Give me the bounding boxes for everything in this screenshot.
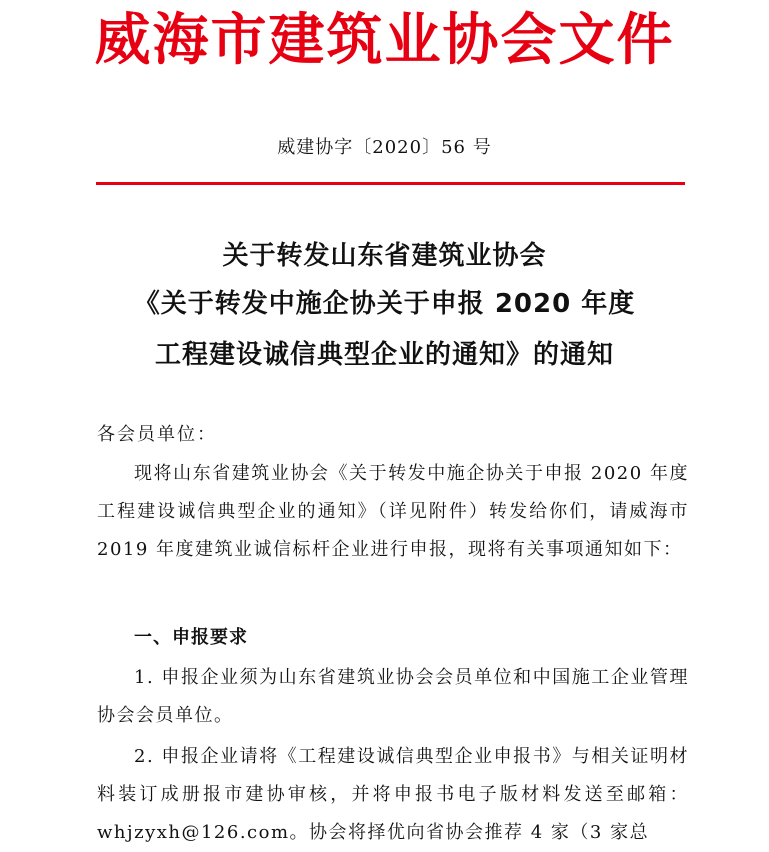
requirement-item-1: 1. 申报企业须为山东省建筑业协会会员单位和中国施工企业管理协会会员单位。 <box>97 667 689 726</box>
document-number: 威建协字〔2020〕56 号 <box>277 137 492 158</box>
requirement-item-2: 2. 申报企业请将《工程建设诚信典型企业申报书》与相关证明材料装订成册报市建协审核，并将申报书电子版材料发送至邮箱：whjzyxh@126.com。协会将择优向省协会推荐 4 家（3 家总 <box>97 746 689 843</box>
section-heading-requirements: 一、申报要求 <box>134 627 248 648</box>
title-line-3: 工程建设诚信典型企业的通知》的通知 <box>154 340 614 370</box>
title-line-2: 《关于转发中施企协关于申报 2020 年度 <box>133 289 636 319</box>
red-divider-line <box>96 182 685 185</box>
title-line-1: 关于转发山东省建筑业协会 <box>222 241 547 271</box>
salutation: 各会员单位： <box>97 424 217 445</box>
document-masthead: 威海市建筑业协会文件 <box>94 7 675 73</box>
intro-paragraph: 现将山东省建筑业协会《关于转发中施企协关于申报 2020 年度工程建设诚信典型企业的通知》（详见附件）转发给你们，请威海市 2019 年度建筑业诚信标杆企业进行申报，现将有关事项通知如下： <box>97 463 689 560</box>
